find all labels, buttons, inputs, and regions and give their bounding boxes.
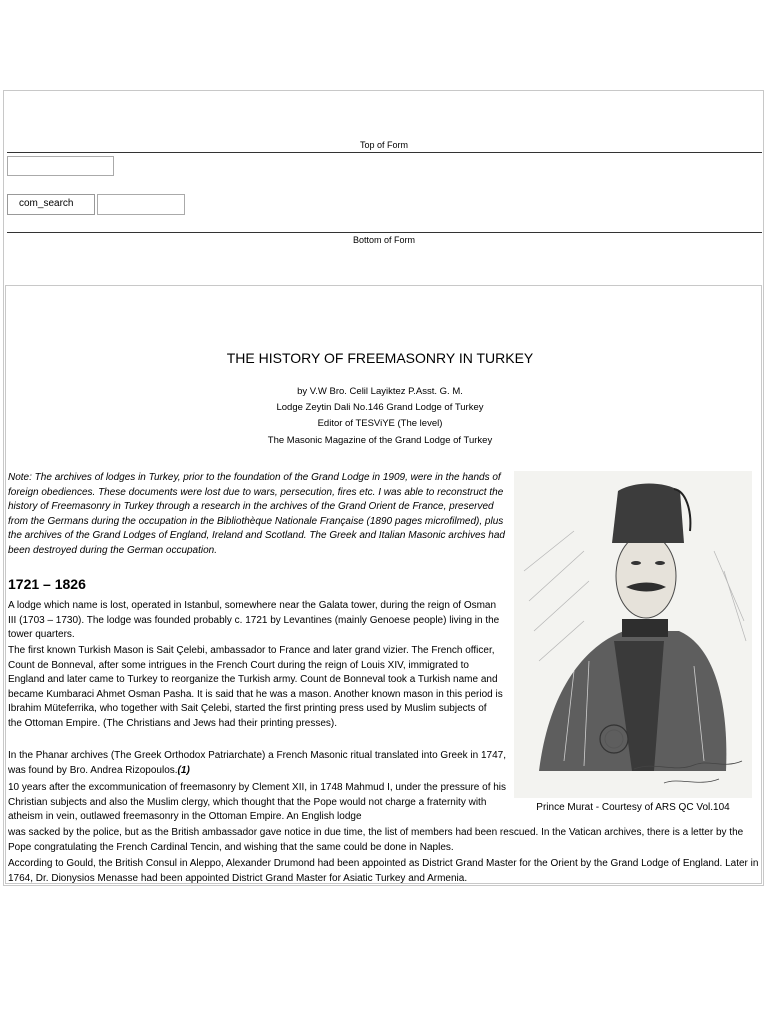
prince-murat-portrait (514, 471, 752, 798)
magazine-line: The Masonic Magazine of the Grand Lodge of Turkey (267, 435, 493, 446)
author-line: by V.W Bro. Celil Layiktez P.Asst. G. M. (297, 386, 463, 397)
portrait-caption: Prince Murat - Courtesy of ARS QC Vol.104 (536, 802, 730, 813)
form-bottom-label: Bottom of Form (352, 235, 415, 245)
paragraph-6: According to Gould, the British Consul in Aleppo, Alexander Drumond had been appointed as District Grand Master for the Orient by the Grand Lodge of England. Later in 1764, Dr. Dionysios Menasse had been appointed District Grand Master for Asiatic Turkey and Armenia. (8, 858, 759, 884)
editor-line: Editor of TESViYE (The level) (317, 418, 443, 429)
archive-note: Note: The archives of lodges in Turkey, prior to the foundation of the Grand Lodge in 1909, were in the hands of foreign obediences. These documents were lost due to wars, persecution, fires etc. I was able to reconstruct the history of Freemasonry in Turkey through a research in the archives of the Grand Orient de France, preserved from the Germans during the occupation in the Bibliothèque Nationale Française (1890 pages microfilmed), plus the archives of the Grand Lodges of England, Ireland and Scotland. The Greek and Italian Masonic archives had been destroyed during the German occupation. (8, 472, 505, 556)
paragraph-3 (8, 749, 513, 778)
form-top-divider (7, 152, 762, 153)
paragraph-1: A lodge which name is lost, operated in Istanbul, somewhere near the Galata tower, during the reign of Osman III (1703 – 1730). The lodge was founded probably c. 1721 by Levantines (mainly Genoese people) living in the tower quarters. (8, 600, 500, 640)
form-text-input[interactable] (7, 156, 114, 176)
lodge-line: Lodge Zeytin Dali No.146 Grand Lodge of Turkey (276, 402, 484, 413)
footnote-ref[interactable]: (1) (177, 764, 190, 776)
search-input[interactable] (97, 194, 185, 215)
paragraph-5: was sacked by the police, but as the British ambassador gave notice in due time, the list of members had been rescued. In the Vatican archives, there is a letter by the Pope congratulating the French Cardinal Tencin, and wishing that the same could be done in Naples. (8, 827, 744, 853)
search-button[interactable]: com_search (7, 194, 95, 215)
form-top-label: Top of Form (359, 140, 408, 150)
paragraph-2: The first known Turkish Mason is Sait Çelebi, ambassador to France and later grand vizier. The French officer, Count de Bonneval, after some intrigues in the French Court during the reign of Louis XIV, immigrated to England and later came to Turkey to reorganize the Turkish army. Count de Bonneval took a Turkish name and became Kumbaraci Ahmet Osman Pasha. It is said that he was a mason. Another known mason in this period is Ibrahim Müteferrika, who together with Sait Çelebi, started the first printing press used by Muslim subjects of the Ottoman Empire. (The Christians and Jews had their printing presses). (8, 645, 503, 729)
section-heading: 1721 – 1826 (8, 576, 86, 592)
paragraph-4: 10 years after the excommunication of freemasonry by Clement XII, in 1748 Mahmud I, under the pressure of his Christian subjects and also the Muslim clergy, which thought that the Pope would not charge a fraternity with atheism in vein, outlawed freemasonry in the Ottoman Empire. An English lodge (8, 782, 507, 822)
article-title: THE HISTORY OF FREEMASONRY IN TURKEY (226, 350, 534, 366)
form-bottom-divider (7, 232, 762, 233)
paragraph-3-text: In the Phanar archives (The Greek Orthodox Patriarchate) a French Masonic ritual translated into Greek in 1747, was found by Bro. Andrea Rizopoulos. (8, 750, 507, 776)
